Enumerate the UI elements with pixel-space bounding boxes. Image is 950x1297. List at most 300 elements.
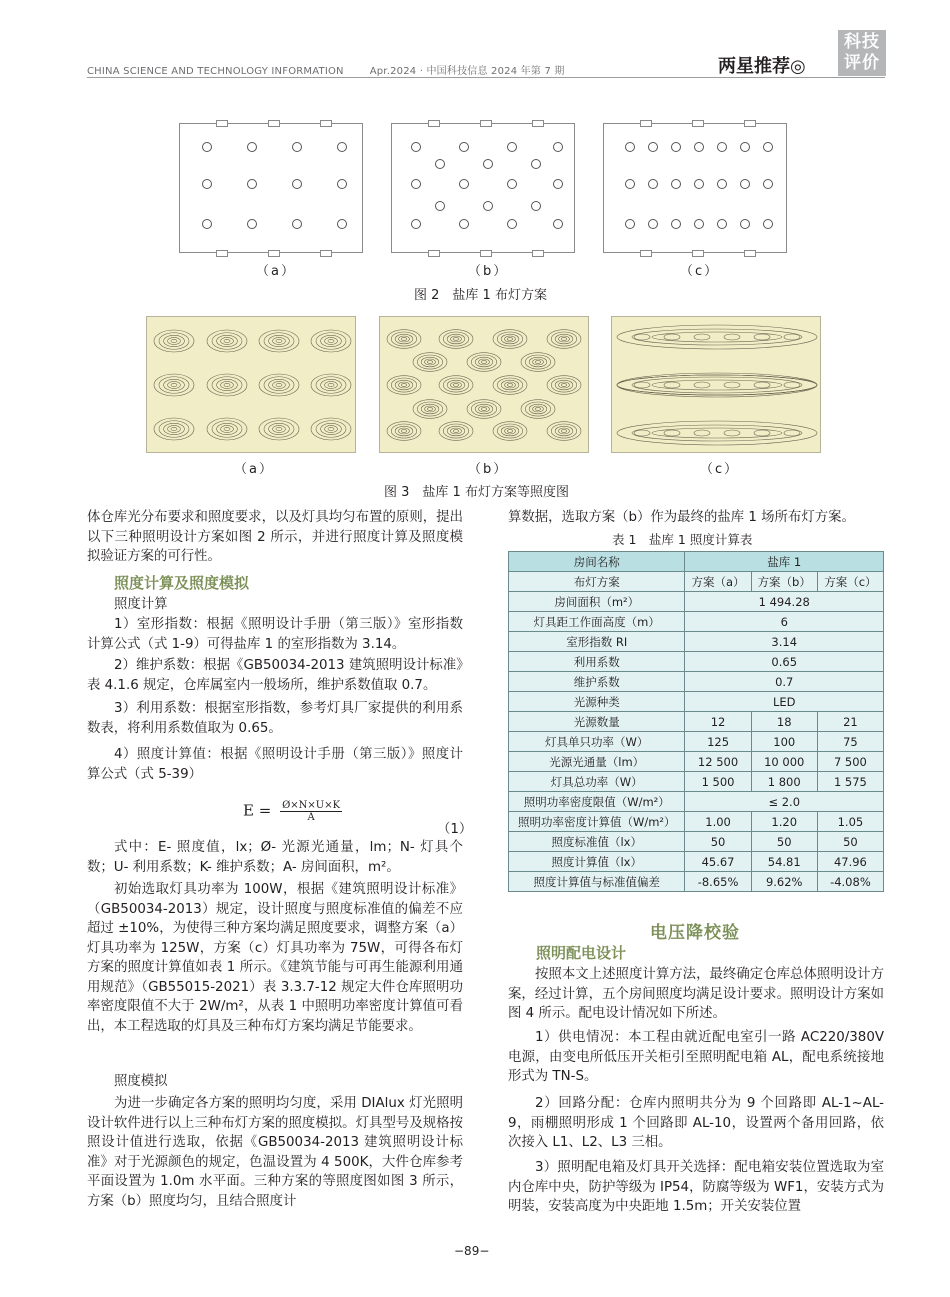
isolux-contour bbox=[421, 404, 439, 414]
isolux-contour bbox=[784, 334, 800, 340]
isolux-contour bbox=[164, 379, 185, 390]
table-row bbox=[509, 832, 884, 852]
table-cell: 12 500 bbox=[685, 752, 751, 772]
isolux-contour bbox=[505, 428, 516, 434]
formula-fraction bbox=[280, 800, 342, 823]
isolux-contour bbox=[479, 406, 490, 412]
isolux-contour bbox=[559, 428, 570, 434]
isolux-contour bbox=[634, 334, 650, 340]
luminaire-marker bbox=[292, 142, 302, 152]
isolux-contour bbox=[547, 376, 581, 395]
door-marker bbox=[480, 120, 492, 127]
isolux-contour bbox=[559, 382, 570, 388]
luminaire-marker bbox=[202, 142, 212, 152]
luminaire-marker bbox=[459, 179, 469, 189]
isolux-contour bbox=[447, 334, 465, 344]
isolux-contour bbox=[413, 400, 447, 419]
issue-info: Apr.2024 · 中国科技信息 2024 年第 7 期 bbox=[369, 66, 565, 77]
paragraph-maintenance: 2）维护系数：根据《GB50034-2013 建筑照明设计标准》表 4.1.6 规定，仓库属室内一般场所，维护系数值取 0.7。 bbox=[87, 658, 463, 693]
isolux-contour bbox=[164, 423, 185, 434]
isolux-contour bbox=[533, 359, 544, 365]
luminaire-marker bbox=[625, 219, 635, 229]
header-rule bbox=[87, 77, 885, 78]
heading-distribution: 照明配电设计 bbox=[536, 944, 627, 962]
isolux-contour bbox=[224, 383, 230, 386]
isolux-contour bbox=[321, 335, 342, 346]
table-cell-label: 灯具单只功率（W） bbox=[509, 732, 685, 752]
table-cell: -4.08% bbox=[817, 872, 883, 892]
isolux-contour bbox=[221, 381, 234, 388]
paragraph-choose-scheme: 算数据，选取方案（b）作为最终的盐库 1 场所布灯方案。 bbox=[508, 510, 855, 525]
luminaire-marker bbox=[483, 159, 493, 169]
table-cell-label: 照明功率密度计算值（W/m²） bbox=[509, 812, 685, 832]
table-cell-label: 室形指数 RI bbox=[509, 632, 685, 652]
table-cell: 45.67 bbox=[685, 852, 751, 872]
door-marker bbox=[320, 250, 332, 257]
isolux-contour bbox=[427, 361, 432, 364]
isolux-contour bbox=[311, 374, 351, 396]
isolux-contour bbox=[652, 332, 782, 342]
luminaire-marker bbox=[717, 179, 727, 189]
isolux-contour bbox=[168, 381, 181, 388]
fig3-sub-b: （b） bbox=[468, 462, 509, 477]
luminaire-marker bbox=[411, 219, 421, 229]
table-cell: 50 bbox=[751, 832, 817, 852]
luminaire-marker bbox=[292, 179, 302, 189]
luminaire-marker bbox=[717, 219, 727, 229]
table-row bbox=[509, 812, 884, 832]
heading-simulation: 照度模拟 bbox=[114, 1074, 168, 1089]
isolux-contour bbox=[387, 422, 421, 441]
isolux-contour bbox=[276, 427, 282, 430]
door-marker bbox=[428, 250, 440, 257]
layout-plan-c bbox=[603, 123, 787, 253]
table-row-scheme bbox=[509, 572, 884, 592]
isolux-contour bbox=[447, 426, 465, 436]
isolux-contour bbox=[652, 380, 782, 390]
table-cell: 1 575 bbox=[817, 772, 883, 792]
isolux-contour bbox=[276, 383, 282, 386]
table-row bbox=[509, 872, 884, 892]
door-marker bbox=[640, 250, 652, 257]
equation-number: （1） bbox=[437, 822, 473, 837]
isolux-contour bbox=[505, 336, 516, 342]
door-marker bbox=[268, 120, 280, 127]
door-marker bbox=[216, 250, 228, 257]
isolux-contour bbox=[387, 376, 421, 395]
isolux-contour bbox=[493, 422, 527, 441]
isolux-contour bbox=[529, 357, 547, 367]
luminaire-marker bbox=[648, 179, 658, 189]
isolux-contour bbox=[694, 430, 710, 436]
door-marker bbox=[320, 120, 332, 127]
luminaire-marker bbox=[648, 142, 658, 152]
table-cell: 1.00 bbox=[685, 812, 751, 832]
isolux-contour bbox=[453, 430, 458, 433]
luminaire-marker bbox=[337, 179, 347, 189]
paragraph-power-supply: 1）供电情况：本工程由就近配电室引一路 AC220/380V 电源，由变电所低压开关柜引至照明配电箱 AL，配电系统接地形式为 TN-S。 bbox=[508, 1030, 884, 1084]
isolux-contour bbox=[505, 382, 516, 388]
luminaire-marker bbox=[411, 142, 421, 152]
journal-header bbox=[87, 62, 565, 77]
isolux-contour bbox=[467, 400, 501, 419]
isolux-contour bbox=[561, 430, 566, 433]
isolux-contour bbox=[171, 427, 177, 430]
isolux-contour bbox=[652, 428, 782, 438]
table-header-value: 盐库 1 bbox=[685, 552, 884, 572]
isolux-contour bbox=[273, 337, 286, 344]
table-row bbox=[509, 852, 884, 872]
table-cell-scheme-b: 方案（b） bbox=[751, 572, 817, 592]
table-cell-label: 布灯方案 bbox=[509, 572, 685, 592]
isolux-contour bbox=[321, 379, 342, 390]
luminaire-marker bbox=[483, 201, 493, 211]
isolux-contour bbox=[154, 374, 194, 396]
isolux-contour bbox=[617, 375, 817, 395]
paragraph-utilization: 3）利用系数：根据室形指数，参考灯具厂家提供的利用系数表，将利用系数值取为 0.65。 bbox=[87, 701, 463, 736]
table-cell: 9.62% bbox=[751, 872, 817, 892]
isolux-contour bbox=[328, 427, 334, 430]
isolux-contour bbox=[311, 418, 351, 440]
isolux-contour bbox=[328, 383, 334, 386]
luminaire-marker bbox=[292, 219, 302, 229]
table-cell-merged: LED bbox=[685, 692, 884, 712]
heading-voltage-drop: 电压降校验 bbox=[650, 923, 740, 943]
paragraph-illuminance-formula: 4）照度计算值：根据《照明设计手册（第三版）》照度计算公式（式 5-39） bbox=[87, 747, 463, 782]
table-cell-scheme-c: 方案（c） bbox=[817, 572, 883, 592]
table-1-caption: 表 1 盐库 1 照度计算表 bbox=[612, 532, 753, 547]
table-cell-label: 照度计算值（lx） bbox=[509, 852, 685, 872]
table-cell-label: 照度计算值与标准值偏差 bbox=[509, 872, 685, 892]
isolux-contour bbox=[425, 359, 436, 365]
isolux-contour bbox=[168, 425, 181, 432]
layout-plan-a bbox=[179, 123, 363, 253]
door-marker bbox=[216, 120, 228, 127]
isolux-contour bbox=[475, 404, 493, 414]
isolux-contour bbox=[207, 330, 247, 352]
table-header-row bbox=[509, 552, 884, 572]
table-cell-label: 灯具距工作面高度（m） bbox=[509, 612, 685, 632]
isolux-contour bbox=[664, 382, 680, 388]
heading-calc-and-sim: 照度计算及照度模拟 bbox=[114, 574, 250, 592]
table-cell: 50 bbox=[685, 832, 751, 852]
table-row bbox=[509, 592, 884, 612]
isolux-contour bbox=[224, 339, 230, 342]
isolux-contour bbox=[453, 338, 458, 341]
isolux-contour bbox=[467, 353, 501, 372]
paragraph-distribution-box: 3）照明配电箱及灯具开关选择：配电箱安装位置选取为室内仓库中央，防护等级为 IP54，防腐等级为 WF1，安装方式为明装，安装高度为中央距地 1.5m；开关安装位置 bbox=[508, 1160, 884, 1214]
isolux-contour bbox=[617, 421, 817, 445]
isolux-contour bbox=[694, 382, 710, 388]
isolux-contour bbox=[724, 334, 740, 340]
isolux-contour bbox=[224, 427, 230, 430]
table-cell: 10 000 bbox=[751, 752, 817, 772]
fig3-sub-c: （c） bbox=[700, 462, 740, 477]
isolux-contour bbox=[555, 426, 573, 436]
isolux-contour bbox=[521, 353, 555, 372]
isolux-contour bbox=[217, 423, 238, 434]
table-row bbox=[509, 692, 884, 712]
isolux-contour bbox=[259, 374, 299, 396]
table-cell: 100 bbox=[751, 732, 817, 752]
table-cell: 1 500 bbox=[685, 772, 751, 792]
illuminance-table bbox=[508, 551, 884, 892]
isolux-plan-a bbox=[146, 316, 356, 453]
isolux-contour bbox=[154, 330, 194, 352]
table-cell-label: 光源数量 bbox=[509, 712, 685, 732]
table-cell-label: 照度标准值（lx） bbox=[509, 832, 685, 852]
door-marker bbox=[744, 120, 756, 127]
isolux-contour bbox=[273, 425, 286, 432]
heading-calc: 照度计算 bbox=[114, 597, 168, 612]
isolux-contour bbox=[325, 381, 338, 388]
table-cell: 7 500 bbox=[817, 752, 883, 772]
isolux-contour bbox=[401, 338, 406, 341]
isolux-contour bbox=[221, 425, 234, 432]
isolux-contour bbox=[507, 430, 512, 433]
isolux-contour bbox=[784, 430, 800, 436]
luminaire-marker bbox=[459, 142, 469, 152]
isolux-contour bbox=[439, 422, 473, 441]
isolux-contour bbox=[521, 400, 555, 419]
isolux-contour bbox=[481, 408, 486, 411]
isolux-contour bbox=[311, 330, 351, 352]
table-row bbox=[509, 772, 884, 792]
table-cell-merged: 1 494.28 bbox=[685, 592, 884, 612]
door-marker bbox=[532, 120, 544, 127]
isolux-contour bbox=[217, 379, 238, 390]
isolux-contour bbox=[399, 336, 410, 342]
luminaire-marker bbox=[531, 159, 541, 169]
table-cell-label: 光源种类 bbox=[509, 692, 685, 712]
table-row bbox=[509, 612, 884, 632]
isolux-contour bbox=[632, 425, 802, 441]
isolux-contour bbox=[325, 337, 338, 344]
luminaire-marker bbox=[553, 219, 563, 229]
luminaire-marker bbox=[247, 142, 257, 152]
table-cell-scheme-a: 方案（a） bbox=[685, 572, 751, 592]
isolux-contour bbox=[171, 339, 177, 342]
isolux-contour bbox=[451, 428, 462, 434]
badge-line-1: 科技 bbox=[844, 32, 880, 52]
isolux-contour bbox=[535, 361, 540, 364]
isolux-contour bbox=[447, 380, 465, 390]
luminaire-marker bbox=[717, 142, 727, 152]
isolux-contour bbox=[427, 408, 432, 411]
isolux-plan-c bbox=[611, 316, 821, 453]
luminaire-marker bbox=[553, 179, 563, 189]
formula-numerator: Ø×N×U×K bbox=[282, 800, 341, 811]
isolux-contour bbox=[634, 382, 650, 388]
luminaire-marker bbox=[671, 179, 681, 189]
paragraph-circuits: 2）回路分配：仓库内照明共分为 9 个回路即 AL-1~AL-9，雨棚照明形成 1 个回路即 AL-10，设置两个备用回路，依次接入 L1、L2、L3 三相。 bbox=[508, 1096, 884, 1150]
isolux-contour bbox=[507, 338, 512, 341]
isolux-contour bbox=[493, 376, 527, 395]
isolux-contour bbox=[401, 384, 406, 387]
table-cell-merged: 6 bbox=[685, 612, 884, 632]
illuminance-formula bbox=[243, 800, 342, 823]
isolux-contour bbox=[425, 406, 436, 412]
table-row bbox=[509, 652, 884, 672]
isolux-contour bbox=[784, 382, 800, 388]
luminaire-marker bbox=[247, 179, 257, 189]
isolux-contour bbox=[269, 379, 290, 390]
luminaire-marker bbox=[740, 142, 750, 152]
isolux-contour bbox=[754, 382, 770, 388]
door-marker bbox=[744, 250, 756, 257]
section-badge bbox=[838, 30, 886, 76]
door-marker bbox=[640, 120, 652, 127]
isolux-contour bbox=[559, 336, 570, 342]
formula-lhs: E = bbox=[243, 801, 272, 820]
paragraph-intro: 体仓库光分布要求和照度要求，以及灯具均匀布置的原则，提出以下三种照明设计方案如图 2 所示，并进行照度计算及照度模拟验证方案的可行性。 bbox=[87, 510, 463, 564]
luminaire-marker bbox=[435, 159, 445, 169]
layout-plan-b bbox=[391, 123, 575, 253]
table-cell-label: 利用系数 bbox=[509, 652, 685, 672]
luminaire-marker bbox=[507, 179, 517, 189]
table-cell: 50 bbox=[817, 832, 883, 852]
luminaire-marker bbox=[763, 142, 773, 152]
table-row bbox=[509, 792, 884, 812]
luminaire-marker bbox=[740, 179, 750, 189]
door-marker bbox=[692, 250, 704, 257]
table-cell-merged: 0.65 bbox=[685, 652, 884, 672]
fig2-sub-b: （b） bbox=[468, 264, 509, 279]
luminaire-marker bbox=[553, 142, 563, 152]
table-cell-label: 房间面积（m²） bbox=[509, 592, 685, 612]
isolux-contour bbox=[328, 339, 334, 342]
table-cell-merged: ≤ 2.0 bbox=[685, 792, 884, 812]
luminaire-marker bbox=[507, 219, 517, 229]
isolux-contour bbox=[395, 334, 413, 344]
isolux-contour bbox=[561, 338, 566, 341]
luminaire-marker bbox=[671, 219, 681, 229]
door-marker bbox=[480, 250, 492, 257]
isolux-contour bbox=[439, 330, 473, 349]
luminaire-marker bbox=[763, 179, 773, 189]
section-title: 两星推荐◎ bbox=[718, 56, 806, 77]
table-cell-label: 维护系数 bbox=[509, 672, 685, 692]
isolux-contour bbox=[481, 361, 486, 364]
isolux-contour bbox=[479, 359, 490, 365]
luminaire-marker bbox=[740, 219, 750, 229]
isolux-contour bbox=[269, 423, 290, 434]
isolux-contour bbox=[325, 425, 338, 432]
isolux-contour bbox=[493, 330, 527, 349]
isolux-contour bbox=[507, 384, 512, 387]
isolux-contour bbox=[207, 374, 247, 396]
table-header-label: 房间名称 bbox=[509, 552, 685, 572]
isolux-contour bbox=[634, 430, 650, 436]
fig3-sub-a: （a） bbox=[234, 462, 274, 477]
isolux-contour bbox=[617, 325, 817, 349]
isolux-contour bbox=[664, 334, 680, 340]
door-marker bbox=[268, 250, 280, 257]
luminaire-marker bbox=[435, 201, 445, 211]
luminaire-marker bbox=[763, 219, 773, 229]
isolux-contour bbox=[535, 408, 540, 411]
isolux-contour bbox=[724, 430, 740, 436]
paragraph-distribution: 按照本文上述照度计算方法，最终确定仓库总体照明设计方案，经过计算，五个房间照度均满足设计要求。照明设计方案如图 4 所示。配电设计情况如下所述。 bbox=[508, 967, 884, 1021]
table-row bbox=[509, 672, 884, 692]
table-cell-merged: 0.7 bbox=[685, 672, 884, 692]
isolux-contour bbox=[395, 380, 413, 390]
table-cell: 1.05 bbox=[817, 812, 883, 832]
isolux-contour bbox=[632, 377, 802, 393]
isolux-contour bbox=[207, 418, 247, 440]
isolux-contour bbox=[259, 330, 299, 352]
figure-3-caption: 图 3 盐库 1 布灯方案等照度图 bbox=[384, 485, 569, 500]
table-row bbox=[509, 712, 884, 732]
isolux-contour bbox=[754, 430, 770, 436]
table-cell: 125 bbox=[685, 732, 751, 752]
table-cell: 12 bbox=[685, 712, 751, 732]
isolux-contour bbox=[164, 335, 185, 346]
isolux-contour bbox=[617, 373, 817, 397]
door-marker bbox=[428, 120, 440, 127]
table-row bbox=[509, 732, 884, 752]
isolux-contour bbox=[547, 330, 581, 349]
fig2-sub-a: （a） bbox=[256, 264, 296, 279]
isolux-contour bbox=[276, 339, 282, 342]
isolux-contour bbox=[451, 382, 462, 388]
isolux-contour bbox=[501, 334, 519, 344]
isolux-contour bbox=[555, 380, 573, 390]
isolux-contour bbox=[501, 380, 519, 390]
door-marker bbox=[532, 250, 544, 257]
isolux-contour bbox=[421, 357, 439, 367]
isolux-contour bbox=[439, 376, 473, 395]
isolux-contour bbox=[413, 353, 447, 372]
isolux-contour bbox=[399, 428, 410, 434]
luminaire-marker bbox=[531, 201, 541, 211]
isolux-contour bbox=[632, 329, 802, 345]
luminaire-marker bbox=[694, 179, 704, 189]
isolux-contour bbox=[395, 426, 413, 436]
luminaire-marker bbox=[648, 219, 658, 229]
isolux-contour bbox=[555, 334, 573, 344]
table-cell: 1.20 bbox=[751, 812, 817, 832]
table-cell-merged: 3.14 bbox=[685, 632, 884, 652]
badge-line-2: 评价 bbox=[844, 53, 880, 73]
luminaire-marker bbox=[625, 142, 635, 152]
isolux-contour bbox=[387, 330, 421, 349]
luminaire-marker bbox=[694, 219, 704, 229]
table-cell: 47.96 bbox=[817, 852, 883, 872]
isolux-contour bbox=[217, 335, 238, 346]
luminaire-marker bbox=[411, 179, 421, 189]
isolux-contour bbox=[694, 334, 710, 340]
luminaire-marker bbox=[671, 142, 681, 152]
isolux-contour bbox=[154, 418, 194, 440]
luminaire-marker bbox=[202, 219, 212, 229]
figure-2-caption: 图 2 盐库 1 布灯方案 bbox=[414, 288, 547, 303]
table-row bbox=[509, 632, 884, 652]
paragraph-simulation: 为进一步确定各方案的照明均匀度，采用 DIAlux 灯光照明设计软件进行以上三种布灯方案的照度模拟。灯具型号及规格按照设计值进行选取，依据《GB50034-2013 建筑照明设计标准》对于光源颜色的规定，色温设置为 4 500K，大件仓库参考平面设置为 1.0m 水平面。三种方案的等照度图如图 3 所示，方案（b）照度均匀，且结合照度计 bbox=[87, 1096, 463, 1209]
luminaire-marker bbox=[202, 179, 212, 189]
paragraph-variables: 式中：E- 照度值，lx；Ø- 光源光通量，lm；N- 灯具个数；U- 利用系数；K- 维护系数；A- 房间面积，m²。 bbox=[87, 840, 463, 875]
table-cell: -8.65% bbox=[685, 872, 751, 892]
door-marker bbox=[692, 120, 704, 127]
luminaire-marker bbox=[459, 219, 469, 229]
isolux-contour bbox=[533, 406, 544, 412]
table-cell-label: 灯具总功率（W） bbox=[509, 772, 685, 792]
isolux-contour bbox=[273, 381, 286, 388]
isolux-contour bbox=[547, 422, 581, 441]
isolux-contour bbox=[269, 335, 290, 346]
isolux-contour bbox=[561, 384, 566, 387]
luminaire-marker bbox=[337, 219, 347, 229]
